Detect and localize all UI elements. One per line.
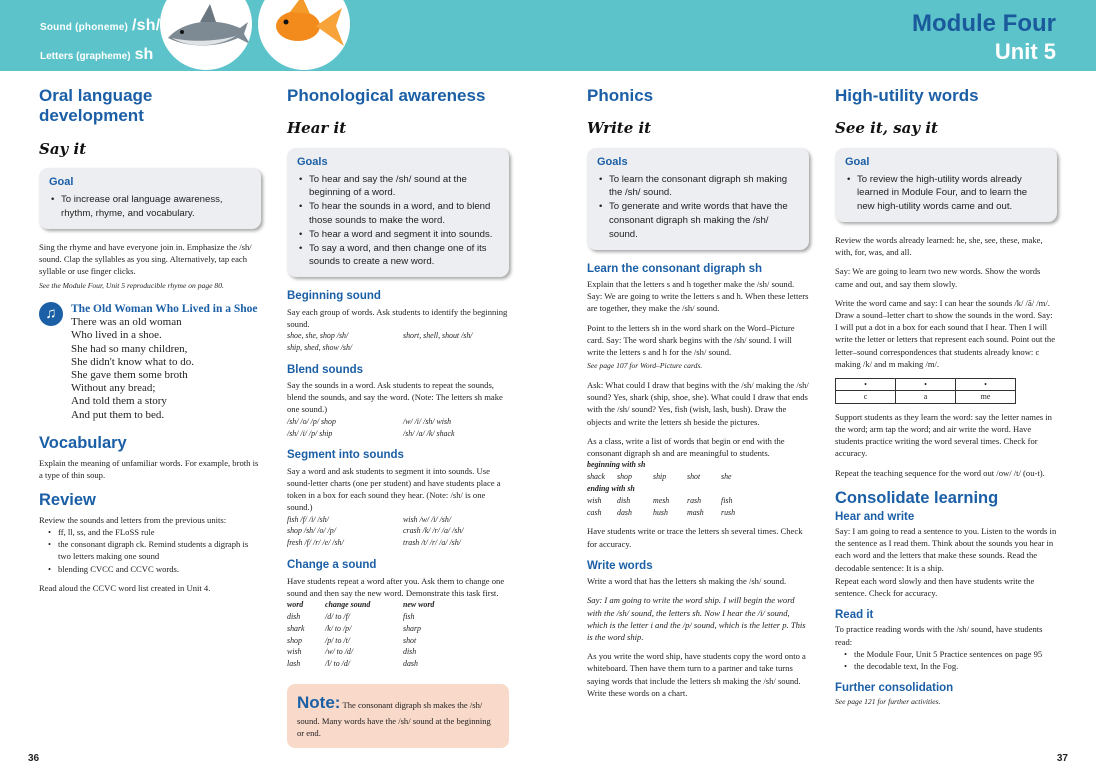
- table-cell: wish: [287, 647, 302, 657]
- reference: See page 107 for Word–Picture cards.: [587, 361, 703, 371]
- chart-cell: me: [956, 391, 1016, 403]
- goal-item: • To say a word, and then change one of its sounds to create a new word.: [297, 242, 499, 270]
- word: ship: [653, 472, 667, 482]
- goal-box: [39, 168, 261, 228]
- word-table: [287, 330, 509, 354]
- hear-write-heading: Hear and write: [835, 510, 915, 523]
- chart-cell: •: [836, 378, 896, 390]
- paragraph: Say the sounds in a word. Ask students to repeat the sounds, blend the sounds, and say the word. (Note: The letters sh make one sound.): [287, 380, 503, 415]
- review-heading: Review: [39, 491, 96, 509]
- paragraph: Say: We are going to learn two new words. Show the words came and out, and say them slowly.: [835, 266, 1041, 289]
- rhyme: [39, 302, 261, 422]
- paragraph: Have students repeat a word after you. Ask them to change one sound and then say the new word. Demonstrate this task first.: [287, 575, 505, 598]
- note-box: [287, 684, 509, 748]
- table-cell: /sh/ /o/ /p/ shop: [287, 416, 336, 426]
- module-title: Module Four: [912, 10, 1056, 37]
- word: she: [721, 472, 732, 482]
- paragraph: Support students as they learn the word: say the letter names in the word; arm tap the word; and air write the word. Have students practice writing the word several times. Check for accuracy.: [835, 411, 1052, 459]
- list-label: ending with sh: [587, 483, 635, 493]
- change-sound-table: [287, 599, 509, 670]
- chart-cell: a: [896, 391, 956, 403]
- column-phonological: [287, 86, 509, 748]
- table-cell: crash /k/ /r/ /a/ /sh/: [403, 526, 464, 536]
- table-cell: /w/ to /d/: [325, 647, 354, 657]
- reference: See the Module Four, Unit 5 reproducible rhyme on page 80.: [39, 281, 224, 291]
- paragraph: Repeat the teaching sequence for the word out /ow/ /t/ (ou-t).: [835, 467, 1045, 478]
- rhyme-line: Without any bread;: [71, 382, 156, 395]
- list-item: • the consonant digraph ck. Remind students a digraph is two letters making one sound: [47, 538, 261, 562]
- chart-cell: •: [956, 378, 1016, 390]
- sh-word-list: [587, 459, 809, 518]
- section-heading: Oral language development: [39, 86, 153, 126]
- table-header: new word: [403, 599, 435, 609]
- music-icon: ♫: [39, 302, 63, 326]
- paragraph: As you write the word ship, have students copy the word onto a whiteboard. Then have them turn to a partner and take turns saying words that include the letters sh making the /sh/ sound. Write these words on a chart.: [587, 651, 806, 698]
- list-item: • the decodable text, In the Fog.: [843, 660, 1057, 672]
- table-cell: dish: [403, 647, 417, 657]
- table-cell: shop: [287, 635, 302, 645]
- goal-item: • To hear the sounds in a word, and to blend those sounds to make the word.: [297, 200, 499, 228]
- rhyme-line: There was an old woman: [71, 316, 182, 329]
- write-words-heading: Write words: [587, 559, 653, 572]
- table-cell: /l/ to /d/: [325, 659, 350, 669]
- list-item: • blending CVCC and CCVC words.: [47, 563, 261, 575]
- vocabulary-heading: Vocabulary: [39, 433, 127, 452]
- reference: See page 121 for further activities.: [835, 696, 941, 706]
- paragraph: Say a word and ask students to segment it into sounds. Use sound-letter charts (one per student) and have students place a token in a box for each sound they hear. (Note: /sh/ is one sound.): [287, 465, 501, 513]
- word: dash: [617, 507, 632, 517]
- section-heading: Phonological awareness: [287, 86, 486, 105]
- list-item: • ff, ll, ss, and the FLoSS rule: [47, 526, 261, 538]
- word: fish: [721, 495, 733, 505]
- word: mesh: [653, 495, 670, 505]
- change-sound-heading: Change a sound: [287, 559, 377, 572]
- section-subheading: See it, say it: [835, 119, 938, 138]
- read-it-heading: Read it: [835, 609, 874, 622]
- table-cell: trash /t/ /r/ /a/ /sh/: [403, 538, 461, 548]
- paragraph: Review the words already learned: he, she, see, these, make, with, for, was, and all.: [835, 234, 1043, 258]
- table-cell: shark: [287, 623, 305, 633]
- letters-label: Letters (grapheme) sh: [40, 46, 154, 63]
- rhyme-title: The Old Woman Who Lived in a Shoe: [71, 302, 258, 315]
- sound-letter-chart: [835, 378, 1016, 404]
- note-label: Note:: [297, 693, 341, 713]
- table-header: change sound: [325, 599, 371, 609]
- table-cell: wish /w/ /i/ /sh/: [403, 514, 452, 524]
- paragraph: Explain that the letters s and h together make the /sh/ sound. Say: We are going to write the letters s and h. When these letters are together, they make the /sh/ sound.: [587, 278, 809, 314]
- paragraph: Explain the meaning of unfamiliar words. For example, broth is a type of thin soup.: [39, 457, 259, 480]
- goal-box: [835, 148, 1057, 222]
- segment-heading: Segment into sounds: [287, 449, 404, 462]
- sound-label: Sound (phoneme) /sh/: [40, 17, 161, 34]
- goal-title: Goal: [845, 155, 870, 168]
- page-number-right: 37: [1056, 753, 1068, 764]
- table-header: word: [287, 599, 304, 609]
- word-table: [287, 514, 509, 550]
- paragraph: Ask: What could I draw that begins with the /sh/ making the /sh/ sound? Yes, shark (ship, shoe, she). What could I draw that ends with the /sh/ sound? Yes, fish (wish, lash, bush). Draw the objects and write the letters sh beside the pictures.: [587, 379, 809, 427]
- goal-item: • To review the high-utility words already learned in Module Four, and to learn the new high-utility words came and out.: [845, 173, 1047, 214]
- section-subheading: Write it: [587, 119, 652, 138]
- table-cell: /k/ to /p/: [325, 623, 352, 633]
- paragraph: Write the word came and say: I can hear the sounds /k/ /ā/ /m/. Draw a sound–letter chart to show the sounds in the word. Say: I will put a dot in a box for each sound that I hear. Then I will write the letter or letters that represent each sound. Point out the letter–sound correspondences that students already know: c making /k/ and m making /m/.: [835, 297, 1056, 369]
- table-cell: [403, 342, 509, 354]
- paragraph: Say each group of words. Ask students to identify the beginning sound.: [287, 306, 508, 329]
- table-cell: shoe, she, shop /sh/: [287, 330, 349, 340]
- section-heading: Phonics: [587, 86, 654, 105]
- goal-title: Goal: [49, 176, 74, 189]
- goals-box: [287, 148, 509, 278]
- paragraph: Write a word that has the letters sh making the /sh/ sound.: [587, 576, 787, 587]
- goal-item: • To hear a word and segment it into sounds.: [297, 228, 499, 242]
- learn-digraph-heading: Learn the consonant digraph sh: [587, 262, 763, 275]
- word: hush: [653, 507, 668, 517]
- list-item: • the Module Four, Unit 5 Practice sentences on page 95: [843, 648, 1057, 660]
- table-cell: lash: [287, 659, 301, 669]
- word: cash: [587, 507, 602, 517]
- table-cell: short, shell, shout /sh/: [403, 330, 473, 340]
- blend-sounds-heading: Blend sounds: [287, 363, 364, 376]
- page-number-left: 36: [28, 753, 40, 764]
- paragraph: To practice reading words with the /sh/ sound, have students read:: [835, 624, 1043, 647]
- unit-title: Unit 5: [994, 39, 1056, 64]
- goals-box: [587, 148, 809, 250]
- table-cell: dash: [403, 659, 418, 669]
- paragraph: Sing the rhyme and have everyone join in. Emphasize the /sh/ sound. Clap the syllables as you sing. Alternatively, tap each syllable or use finger clicks.: [39, 241, 252, 276]
- paragraph: Read aloud the CCVC word list created in Unit 4.: [39, 582, 211, 593]
- goal-item: • To learn the consonant digraph sh making the /sh/ sound.: [597, 173, 799, 201]
- consolidate-heading: Consolidate learning: [835, 488, 999, 507]
- table-cell: fish: [403, 611, 415, 621]
- goldfish-image: [258, 0, 350, 70]
- goals-title: Goals: [297, 155, 328, 168]
- paragraph: Say: I am going to read a sentence to you. Listen to the words in the sentence as I read them. Think about the sounds you hear in each word and the letters that make these sounds. Read the decodable sentence: It is a ship.: [835, 525, 1057, 573]
- table-cell: fresh /f/ /r/ /e/ /sh/: [287, 538, 344, 548]
- column-high-utility: [835, 86, 1057, 707]
- section-heading: High-utility words: [835, 86, 979, 105]
- word: mash: [687, 507, 704, 517]
- chart-cell: •: [896, 378, 956, 390]
- table-cell: ship, shed, show /sh/: [287, 342, 353, 352]
- read-list: [843, 648, 1057, 672]
- word: wish: [587, 495, 602, 505]
- list-label: beginning with sh: [587, 460, 646, 470]
- table-cell: shot: [403, 635, 417, 645]
- rhyme-line: She had so many children,: [71, 342, 188, 355]
- further-consolidation-heading: Further consolidation: [835, 682, 954, 695]
- table-cell: /d/ to /f/: [325, 611, 350, 621]
- header-bar: [0, 0, 1096, 71]
- word: shack: [587, 472, 605, 482]
- paragraph: Point to the letters sh in the word shark on the Word–Picture card. Say: The word shark begins with the /sh/ sound. I will write the letters s and h for the /sh/ sound.: [587, 322, 795, 357]
- word: rash: [687, 495, 702, 505]
- table-cell: dish: [287, 611, 301, 621]
- table-cell: /p/ to /t/: [325, 635, 350, 645]
- goal-item: • To increase oral language awareness, rhythm, rhyme, and vocabulary.: [49, 193, 251, 221]
- paragraph: Say: I am going to write the word ship. I will begin the word with the /sh/ sound, the letters sh. Now I hear the /i/ sound, which is the letter i and the /p/ sound, which is the letter p. This is the word ship.: [587, 595, 806, 643]
- table-cell: /sh/ /a/ /k/ shack: [403, 428, 455, 438]
- column-oral-language: [39, 86, 261, 594]
- rhyme-line: She didn't know what to do.: [71, 355, 194, 368]
- shark-image: [160, 0, 252, 70]
- word-table: [287, 416, 509, 440]
- rhyme-line: She gave them some broth: [71, 369, 188, 382]
- goal-item: • To generate and write words that have the consonant digraph sh making the /sh/ sound.: [597, 200, 799, 241]
- word: shot: [687, 472, 701, 482]
- table-cell: /sh/ /i/ /p/ ship: [287, 428, 333, 438]
- chart-cell: c: [836, 391, 896, 403]
- section-subheading: Say it: [39, 139, 87, 158]
- review-list: [47, 526, 261, 575]
- section-subheading: Hear it: [287, 119, 347, 138]
- beginning-sound-heading: Beginning sound: [287, 290, 381, 303]
- rhyme-line: Who lived in a shoe.: [71, 329, 162, 342]
- paragraph: Have students write or trace the letters sh several times. Check for accuracy.: [587, 526, 803, 549]
- word: dish: [617, 495, 631, 505]
- rhyme-line: And put them to bed.: [71, 408, 165, 421]
- paragraph: Review the sounds and letters from the previous units:: [39, 514, 227, 525]
- table-cell: sharp: [403, 623, 421, 633]
- table-cell: fish /f/ /i/ /sh/: [287, 514, 329, 524]
- goal-item: • To hear and say the /sh/ sound at the beginning of a word.: [297, 173, 499, 201]
- note-text: The consonant digraph sh makes the /sh/ sound. Many words have the /sh/ sound at the beginning or end.: [297, 700, 491, 739]
- rhyme-line: And told them a story: [71, 395, 167, 408]
- paragraph: Repeat each word slowly and then have students write the sentence. Check for accuracy.: [835, 575, 1035, 598]
- word: rush: [721, 507, 736, 517]
- goals-title: Goals: [597, 155, 628, 168]
- column-phonics: [587, 86, 809, 699]
- word: shop: [617, 472, 632, 482]
- paragraph: As a class, write a list of words that begin or end with the consonant digraph sh and are meaningful to students.: [587, 435, 785, 458]
- table-cell: /w/ /i/ /sh/ wish: [403, 416, 452, 426]
- table-cell: shop /sh/ /o/ /p/: [287, 526, 336, 536]
